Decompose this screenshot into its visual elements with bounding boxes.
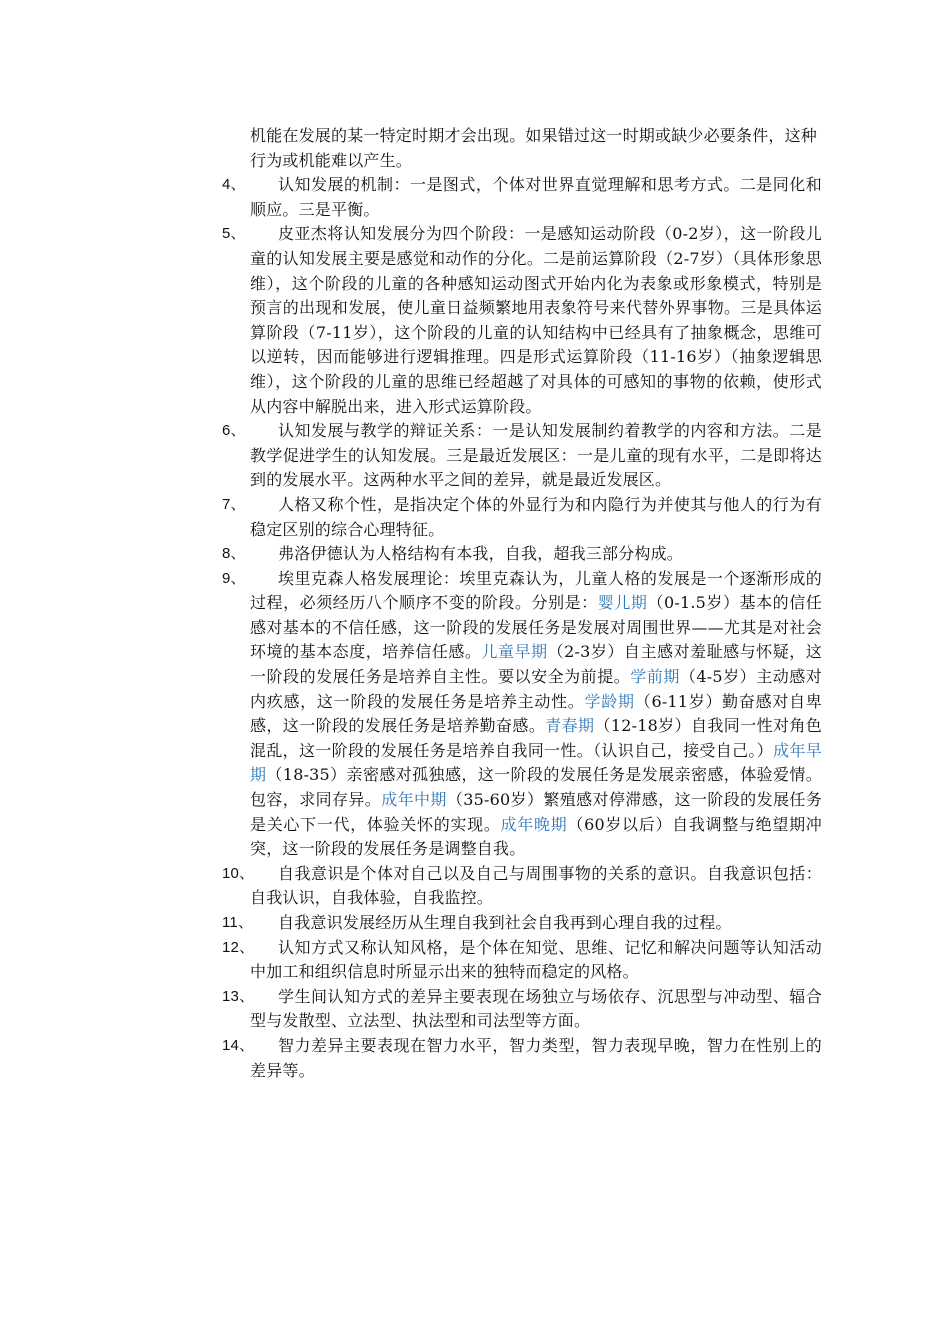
list-item-text: [250, 985, 822, 1034]
text-segment: 自我意识发展经历从生理自我到社会自我再到心理自我的过程。: [278, 913, 732, 932]
highlighted-term: 成年中期: [381, 790, 447, 810]
highlighted-term: 青春期: [545, 716, 595, 736]
text-segment: 认知发展的机制：一是图式，个体对世界直觉理解和思考方式。二是同化和顺应。三是平衡。: [250, 175, 822, 219]
text-segment: （4-5岁）主动感对内疚感，这一阶段的发展任务是培养主动性。: [250, 667, 822, 711]
text-segment: （18-35）亲密感对孤独感，这一阶段的发展任务是发展亲密感，体验爱情。包容，求同存异。: [250, 765, 822, 810]
text-segment: （0-1.5岁）基本的信任感对基本的不信任感，这一阶段的发展任务是发展对周围世界——尤其是对社会环境的基本态度，培养信任感。: [250, 593, 822, 662]
list-item-text: [250, 173, 822, 222]
list-item-number: 8、: [222, 545, 246, 563]
list-item-number: 9、: [222, 569, 246, 587]
text-segment: 认知方式又称认知风格，是个体在知觉、思维、记忆和解决问题等认知活动中加工和组织信息时所显示出来的独特而稳定的风格。: [250, 937, 822, 982]
list-item-text: [250, 911, 822, 936]
list-item-number: 14、: [222, 1036, 255, 1054]
text-segment: （35-60岁）繁殖感对停滞感，这一阶段的发展任务是关心下一代，体验关怀的实现。: [250, 790, 822, 834]
list-item-number: 6、: [222, 422, 246, 440]
list-item-number: 11、: [222, 914, 254, 931]
text-segment: 智力差异主要表现在智力水平，智力类型，智力表现早晚，智力在性别上的差异等。: [250, 1035, 822, 1080]
highlighted-term: 婴儿期: [597, 593, 648, 613]
list-item-text: [250, 419, 822, 493]
text-segment: 埃里克森人格发展理论：埃里克森认为，儿童人格的发展是一个逐渐形成的过程，必须经历八个顺序不变的阶段。分别是：: [250, 568, 822, 613]
list-item: [222, 567, 822, 862]
continued-paragraph: 机能在发展的某一特定时期才会出现。如果错过这一时期或缺少必要条件，这种行为或机能难以产生。: [250, 126, 818, 170]
text-segment: 学生间认知方式的差异主要表现在场独立与场依存、沉思型与冲动型、辐合型与发散型、立法型、执法型和司法型等方面。: [250, 986, 822, 1031]
document-body: [222, 124, 822, 1083]
highlighted-term: 学龄期: [584, 691, 635, 711]
text-segment: （2-3岁）自主感对羞耻感与怀疑，这一阶段的发展任务是培养自主性。要以安全为前提。: [250, 642, 822, 687]
text-segment: 弗洛伊德认为人格结构有本我，自我，超我三部分构成。: [278, 544, 684, 564]
text-segment: （60岁以后）自我调整与绝望期冲突，这一阶段的发展任务是调整自我。: [250, 814, 822, 859]
list-item-text: [250, 542, 822, 567]
text-segment: 自我意识是个体对自己以及自己与周围事物的关系的意识。自我意识包括：自我认识，自我体验，自我监控。: [250, 863, 822, 908]
list-item: [222, 419, 822, 493]
list-item: [222, 542, 822, 567]
list-item-number: 10、: [222, 864, 255, 882]
highlighted-term: 儿童早期: [481, 642, 548, 662]
list-item-text: [250, 567, 822, 862]
text-segment: 人格又称个性，是指决定个体的外显行为和内隐行为并使其与他人的行为有稳定区别的综合心理特征。: [250, 494, 822, 539]
highlighted-term: 成年晚期: [500, 814, 568, 834]
list-item-text: [250, 493, 822, 542]
highlighted-term: 成年早期: [250, 740, 822, 785]
list-item-number: 5、: [222, 225, 246, 243]
list-item: [222, 493, 822, 542]
text-segment: （12-18岁）自我同一性对角色混乱，这一阶段的发展任务是培养自我同一性。（认识自己，接受自己。）: [250, 716, 822, 760]
list-item-number: 13、: [222, 987, 255, 1005]
list-item: [222, 985, 822, 1034]
list-item-text: [250, 1034, 822, 1083]
text-segment: 皮亚杰将认知发展分为四个阶段：一是感知运动阶段（0-2岁），这一阶段儿童的认知发展主要是感觉和动作的分化。二是前运算阶段（2-7岁）（具体形象思维），这个阶段的儿童的各种感知运动图式开始内化为表象或形象模式，特别是预言的出现和发展，使儿童日益频繁地用表象符号来代替外界事物。三是具体运算阶段（7-11岁），这个阶段的儿童的认知结构中已经具有了抽象概念，思维可以逆转，因而能够进行逻辑推理。四是形式运算阶段（11-16岁）（抽象逻辑思维），这个阶段的儿童的思维已经超越了对具体的可感知的事物的依赖，使形式从内容中解脱出来，进入形式运算阶段。: [250, 224, 822, 416]
text-segment: （6-11岁）勤奋感对自卑感，这一阶段的发展任务是培养勤奋感。: [250, 691, 822, 736]
list-item-text: [250, 222, 822, 419]
list-item: [222, 1034, 822, 1083]
list-item: [222, 222, 822, 419]
list-item-text: [250, 862, 822, 911]
highlighted-term: 学前期: [630, 667, 680, 687]
list-item-text: [250, 936, 822, 985]
list-item: [222, 173, 822, 222]
list-item: [222, 862, 822, 911]
list-item-number: 4、: [222, 176, 246, 194]
list-item: [222, 911, 822, 936]
list-item-number: 12、: [222, 938, 255, 956]
list-item-number: 7、: [222, 495, 246, 513]
text-segment: 认知发展与教学的辩证关系：一是认知发展制约着教学的内容和方法。二是教学促进学生的认知发展。三是最近发展区：一是儿童的现有水平，二是即将达到的发展水平。这两种水平之间的差异，就是最近发展区。: [250, 421, 822, 490]
list-item: [222, 936, 822, 985]
numbered-list: [222, 173, 822, 1083]
